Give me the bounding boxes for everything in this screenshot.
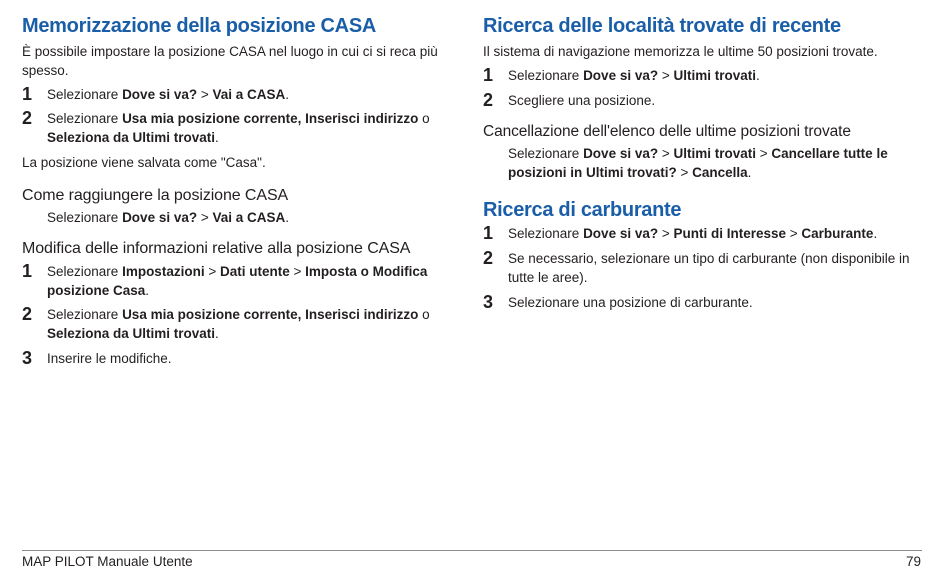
step-item [22, 109, 452, 147]
path-separator: > [658, 226, 674, 241]
menu-path: Dove si va? [583, 68, 659, 83]
menu-path: Dove si va? [122, 87, 198, 102]
section-title-go-home: Come raggiungere la posizione CASA [22, 187, 289, 204]
path-separator: > [676, 165, 693, 180]
text-run: . [747, 165, 752, 180]
instruction-text [483, 144, 923, 182]
menu-path: Seleziona da Ultimi trovati [47, 326, 216, 341]
text-run: . [873, 226, 878, 241]
step-number: 1 [22, 84, 33, 104]
step-item [22, 305, 452, 343]
step-item [483, 293, 923, 312]
text-run: Selezionare [47, 307, 123, 322]
step-text [47, 305, 452, 343]
section-title-home: Memorizzazione della posizione CASA [22, 15, 377, 37]
path-separator: > [204, 264, 220, 279]
menu-path: Seleziona da Ultimi trovati [47, 130, 216, 145]
section-title-edit-home: Modifica delle informazioni relative alla posizione CASA [22, 240, 411, 257]
menu-path: Punti di Interesse [673, 226, 787, 241]
step-number: 2 [483, 90, 494, 110]
step-number: 1 [22, 261, 33, 281]
step-item [22, 349, 452, 368]
step-text: Selezionare una posizione di carburante. [508, 295, 753, 310]
menu-path: Impostazioni [122, 264, 205, 279]
step-text: Scegliere una posizione. [508, 93, 656, 108]
footer-divider [22, 550, 922, 551]
path-separator: > [658, 68, 674, 83]
path-separator: > [289, 264, 306, 279]
path-separator: > [197, 87, 213, 102]
right-column [483, 14, 923, 312]
text-run: Selezionare [508, 226, 584, 241]
step-text [47, 109, 452, 147]
menu-path: Dove si va? [583, 146, 659, 161]
path-separator: > [786, 226, 802, 241]
step-text [47, 262, 452, 300]
page-number: 79 [905, 554, 921, 569]
menu-path: Usa mia posizione corrente, Inserisci indirizzo [122, 307, 419, 322]
step-item [483, 66, 923, 85]
menu-path: Vai a CASA [212, 87, 286, 102]
step-text [508, 66, 923, 85]
menu-path: Usa mia posizione corrente, Inserisci indirizzo [122, 111, 419, 126]
step-text: Se necessario, selezionare un tipo di carburante (non disponibile in tutte le aree). [508, 251, 910, 285]
section-title-recent: Ricerca delle località trovate di recente [483, 15, 841, 37]
text-run: Selezionare [47, 264, 123, 279]
step-text: Inserire le modifiche. [47, 351, 172, 366]
text-run: Selezionare [508, 68, 584, 83]
step-number: 1 [483, 65, 494, 85]
text-run: . [215, 130, 219, 145]
text-run: o [418, 111, 430, 126]
menu-path: Vai a CASA [212, 210, 286, 225]
text-run: o [418, 307, 430, 322]
section-title-fuel: Ricerca di carburante [483, 199, 682, 221]
result-note: La posizione viene salvata come "Casa". [22, 155, 266, 170]
step-number: 3 [483, 292, 494, 312]
menu-path: Dove si va? [122, 210, 198, 225]
step-item [483, 224, 923, 243]
step-item [22, 85, 452, 104]
menu-path: Cancella [692, 165, 748, 180]
section-intro: Il sistema di navigazione memorizza le ultime 50 posizioni trovate. [483, 44, 878, 59]
step-number: 3 [22, 348, 33, 368]
text-run: . [215, 326, 219, 341]
step-number: 1 [483, 223, 494, 243]
path-separator: > [756, 146, 772, 161]
text-run: Selezionare [47, 111, 123, 126]
footer-title: MAP PILOT Manuale Utente [22, 554, 193, 569]
step-number: 2 [22, 108, 33, 128]
menu-path: Imposta o Modifica posizione Casa [47, 264, 428, 298]
menu-path: Dati utente [219, 264, 290, 279]
step-item [483, 249, 923, 287]
section-intro: È possibile impostare la posizione CASA nel luogo in cui ci si reca più spesso. [22, 44, 438, 78]
text-run: . [285, 87, 290, 102]
step-item [483, 91, 923, 110]
menu-path: Ultimi trovati [673, 146, 757, 161]
text-run: Selezionare [508, 146, 584, 161]
menu-path: Carburante [801, 226, 874, 241]
text-run: . [145, 283, 150, 298]
menu-path: Dove si va? [583, 226, 659, 241]
step-number: 2 [483, 248, 494, 268]
text-run: . [285, 210, 290, 225]
text-run: . [756, 68, 760, 83]
step-text [47, 85, 452, 104]
section-title-clear-recent: Cancellazione dell'elenco delle ultime posizioni trovate [483, 123, 851, 140]
step-item [22, 262, 452, 300]
menu-path: Ultimi trovati [673, 68, 757, 83]
step-number: 2 [22, 304, 33, 324]
menu-path: Cancellare tutte le posizioni in Ultimi trovati? [508, 146, 888, 180]
path-separator: > [658, 146, 674, 161]
text-run: Selezionare [47, 210, 123, 225]
path-separator: > [197, 210, 213, 225]
text-run: Selezionare [47, 87, 123, 102]
step-text [508, 224, 923, 243]
instruction-text [22, 208, 452, 227]
left-column [22, 14, 452, 368]
